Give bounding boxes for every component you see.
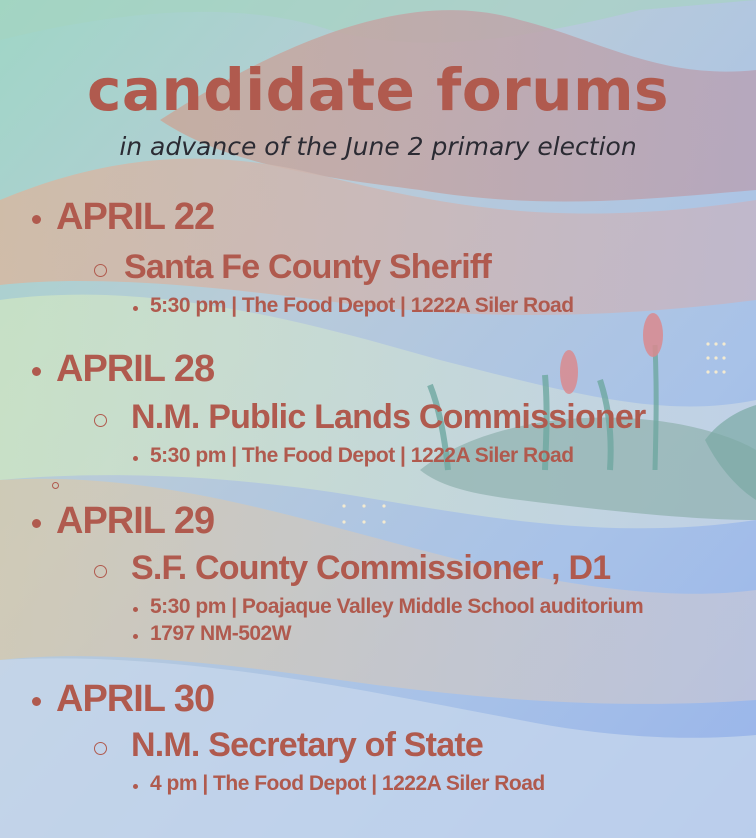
office-bullet	[94, 742, 107, 755]
event-detail: 4 pm | The Food Depot | 1222A Siler Road	[150, 772, 545, 795]
event-detail: 5:30 pm | The Food Depot | 1222A Siler Road	[150, 444, 574, 467]
detail-bullet	[133, 456, 138, 461]
decorative-dots	[704, 340, 728, 380]
office-bullet	[94, 565, 107, 578]
date-bullet	[32, 367, 41, 376]
decorative-dots	[340, 502, 396, 526]
event-detail: 5:30 pm | Poajaque Valley Middle School auditorium	[150, 595, 644, 618]
event-date: APRIL 22	[56, 196, 215, 238]
event-office: S.F. County Commissioner , D1	[131, 549, 611, 587]
detail-bullet	[133, 634, 138, 639]
page-title: candidate forums	[86, 56, 670, 124]
date-bullet	[32, 519, 41, 528]
event-detail: 5:30 pm | The Food Depot | 1222A Siler Road	[150, 294, 574, 317]
detail-bullet	[133, 784, 138, 789]
page-subtitle: in advance of the June 2 primary election	[119, 132, 637, 161]
event-office: Santa Fe County Sheriff	[124, 248, 491, 286]
date-bullet	[32, 215, 41, 224]
event-office: N.M. Secretary of State	[131, 726, 483, 764]
office-bullet	[94, 414, 107, 427]
event-date: APRIL 29	[56, 500, 215, 542]
event-date: APRIL 28	[56, 348, 215, 390]
date-bullet	[32, 697, 41, 706]
detail-bullet	[133, 607, 138, 612]
event-office: N.M. Public Lands Commissioner	[131, 398, 646, 436]
event-date: APRIL 30	[56, 678, 215, 720]
event-detail: 1797 NM-502W	[150, 622, 292, 645]
detail-bullet	[133, 306, 138, 311]
office-bullet	[94, 264, 107, 277]
decorative-circle	[52, 482, 59, 489]
